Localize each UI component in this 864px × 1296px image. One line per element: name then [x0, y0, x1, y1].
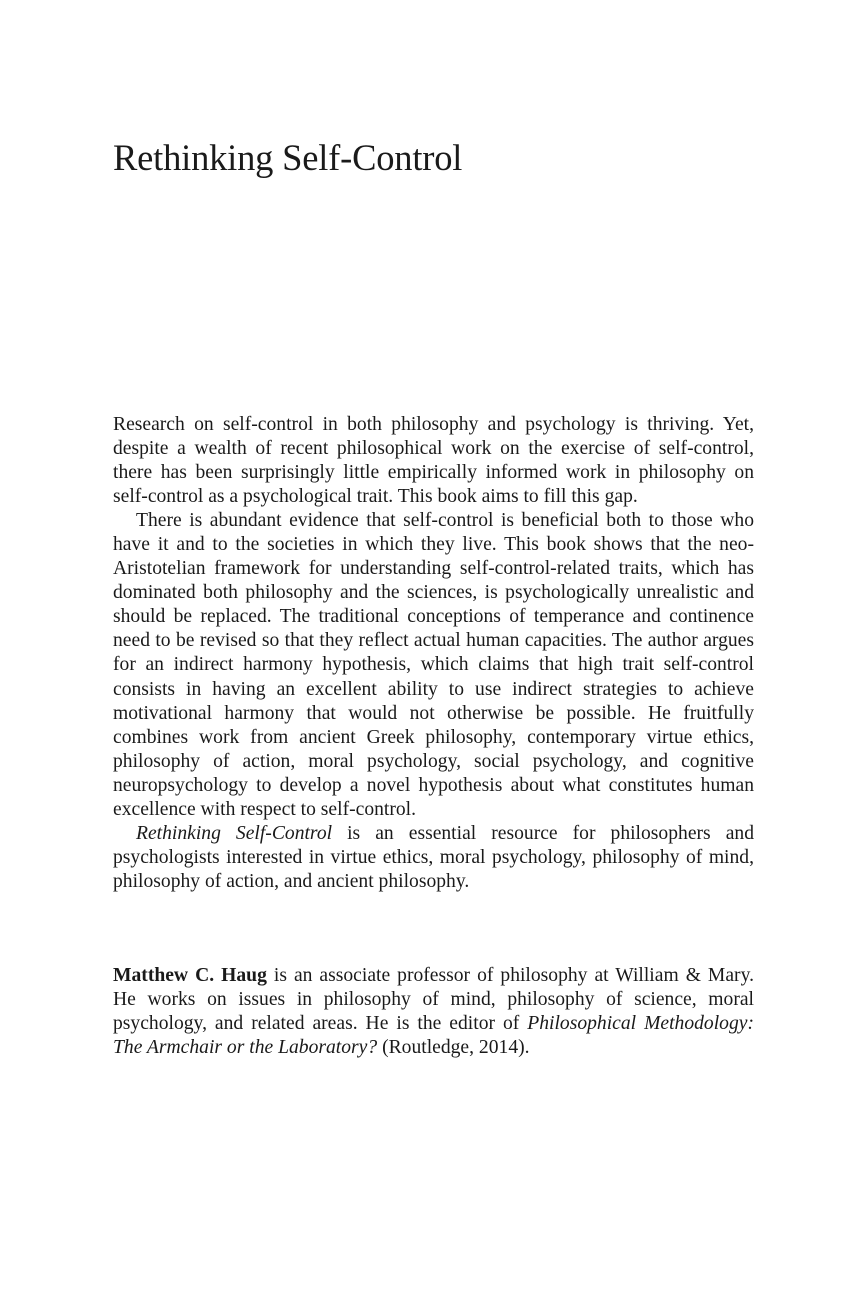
book-title-italic: Rethinking Self-Control: [136, 822, 333, 844]
book-title: Rethinking Self-Control: [113, 137, 463, 178]
description-paragraph-2: There is abundant evidence that self-control is beneficial both to those who have it and to the societies in which they live. This book shows that the neo-Aristotelian framework for understanding self-control-related traits, which has dominated both philosophy and the sciences, is psychologically unrealistic and should be replaced. The traditional conceptions of temperance and continence need to be revised so that they reflect actual human capacities. The author argues for an indirect harmony hypothesis, which claims that high trait self-control consists in having an excellent ability to use indirect strategies to achieve motivational harmony that would not otherwise be possible. He fruitfully combines work from ancient Greek philosophy, contemporary virtue ethics, philosophy of action, moral psychology, social psychology, and cognitive neuropsychology to develop a novel hypothesis about what constitutes human excellence with respect to self-control.: [113, 510, 754, 820]
description-paragraph-3: [113, 822, 754, 894]
description-paragraph-1: Research on self-control in both philosophy and psychology is thriving. Yet, despite a wealth of recent philosophical work on the exercise of self-control, there has been surprisingly little empirically informed work in philosophy on self-control as a psychological trait. This book aims to fill this gap.: [113, 414, 754, 508]
author-bio-suffix: (Routledge, 2014).: [377, 1037, 530, 1059]
edited-book-title: Philosophical Methodology: The Armchair or the Laboratory?: [113, 1013, 754, 1059]
author-bio-text: is an associate professor of philosophy at William & Mary. He works on issues in philosophy of mind, philosophy of science, moral psychology, and related areas. He is the editor of: [113, 965, 754, 1035]
author-name: Matthew C. Haug: [113, 965, 267, 986]
description-paragraph-3-text: is an essential resource for philosophers and psychologists interested in virtue ethics, moral psychology, philosophy of mind, philosophy of action, and ancient philosophy.: [113, 822, 754, 892]
book-description: [113, 413, 754, 894]
author-bio: [113, 964, 754, 1060]
